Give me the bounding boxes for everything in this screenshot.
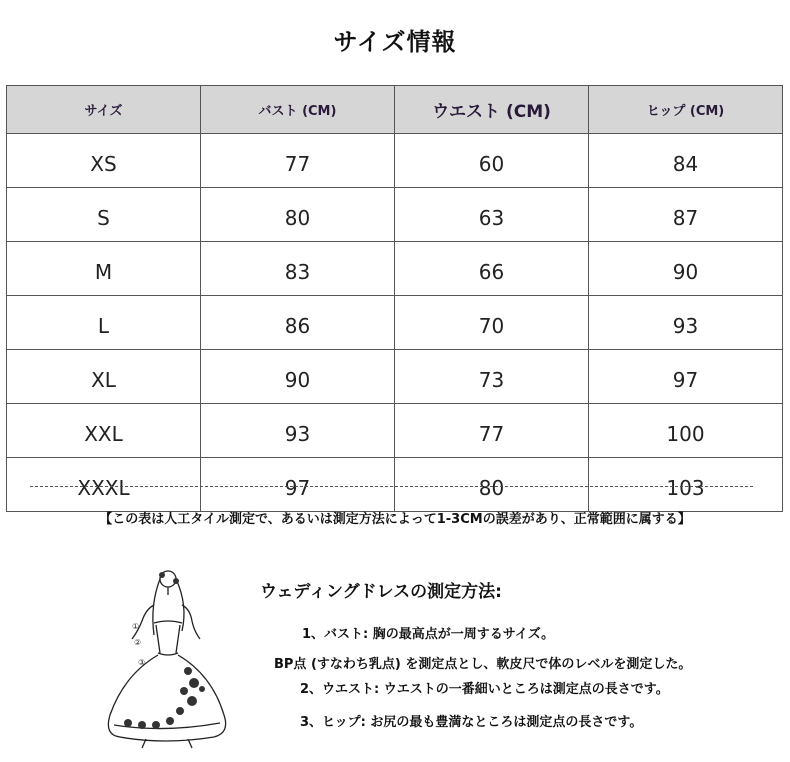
cell-waist: 77 (395, 404, 589, 458)
method-title: ウェディングドレスの測定方法: (260, 582, 502, 602)
header-size: サイズ (7, 86, 201, 134)
cell-size: S (7, 188, 201, 242)
marker-2: ② (134, 638, 142, 647)
table-row (7, 242, 783, 296)
wedding-dress-figure (84, 565, 244, 750)
table-header-row (7, 86, 783, 134)
cell-size: M (7, 242, 201, 296)
table-row (7, 134, 783, 188)
cell-bust: 83 (201, 242, 395, 296)
cell-hip: 97 (589, 350, 783, 404)
marker-3: ③ (138, 658, 146, 667)
table-row (7, 188, 783, 242)
cell-waist: 63 (395, 188, 589, 242)
cell-bust: 97 (201, 458, 395, 512)
cell-bust: 77 (201, 134, 395, 188)
measurement-note: 【この表は人工タイル測定で、あるいは測定方法によって1-3CMの誤差があり、正常範囲に属する】 (99, 512, 691, 527)
dashed-divider (30, 486, 753, 487)
cell-waist: 80 (395, 458, 589, 512)
cell-hip: 84 (589, 134, 783, 188)
table-row (7, 296, 783, 350)
cell-size: L (7, 296, 201, 350)
method-line-hip: 3、ヒップ: お尻の最も豊満なところは測定点の長さです。 (300, 715, 643, 730)
cell-waist: 73 (395, 350, 589, 404)
marker-1: ① (132, 622, 140, 631)
cell-hip: 103 (589, 458, 783, 512)
size-table (6, 85, 783, 512)
page-title: サイズ情報 (333, 28, 457, 56)
cell-bust: 90 (201, 350, 395, 404)
cell-size: XXL (7, 404, 201, 458)
cell-hip: 93 (589, 296, 783, 350)
method-line-waist: 2、ウエスト: ウエストの一番細いところは測定点の長さです。 (300, 682, 669, 697)
cell-waist: 70 (395, 296, 589, 350)
cell-waist: 60 (395, 134, 589, 188)
cell-size: XL (7, 350, 201, 404)
cell-bust: 93 (201, 404, 395, 458)
cell-bust: 80 (201, 188, 395, 242)
cell-waist: 66 (395, 242, 589, 296)
table-row (7, 350, 783, 404)
method-line-bust: 1、バスト: 胸の最高点が一周するサイズ。 (302, 627, 555, 642)
table-row (7, 404, 783, 458)
header-waist: ウエスト (CM) (395, 86, 589, 134)
cell-size: XXXL (7, 458, 201, 512)
cell-bust: 86 (201, 296, 395, 350)
cell-hip: 87 (589, 188, 783, 242)
header-hip: ヒップ (CM) (589, 86, 783, 134)
cell-size: XS (7, 134, 201, 188)
table-row (7, 458, 783, 512)
method-line-bp: BP点 (すなわち乳点) を測定点とし、軟皮尺で体のレベルを測定した。 (274, 657, 692, 672)
header-bust: バスト (CM) (201, 86, 395, 134)
cell-hip: 90 (589, 242, 783, 296)
cell-hip: 100 (589, 404, 783, 458)
